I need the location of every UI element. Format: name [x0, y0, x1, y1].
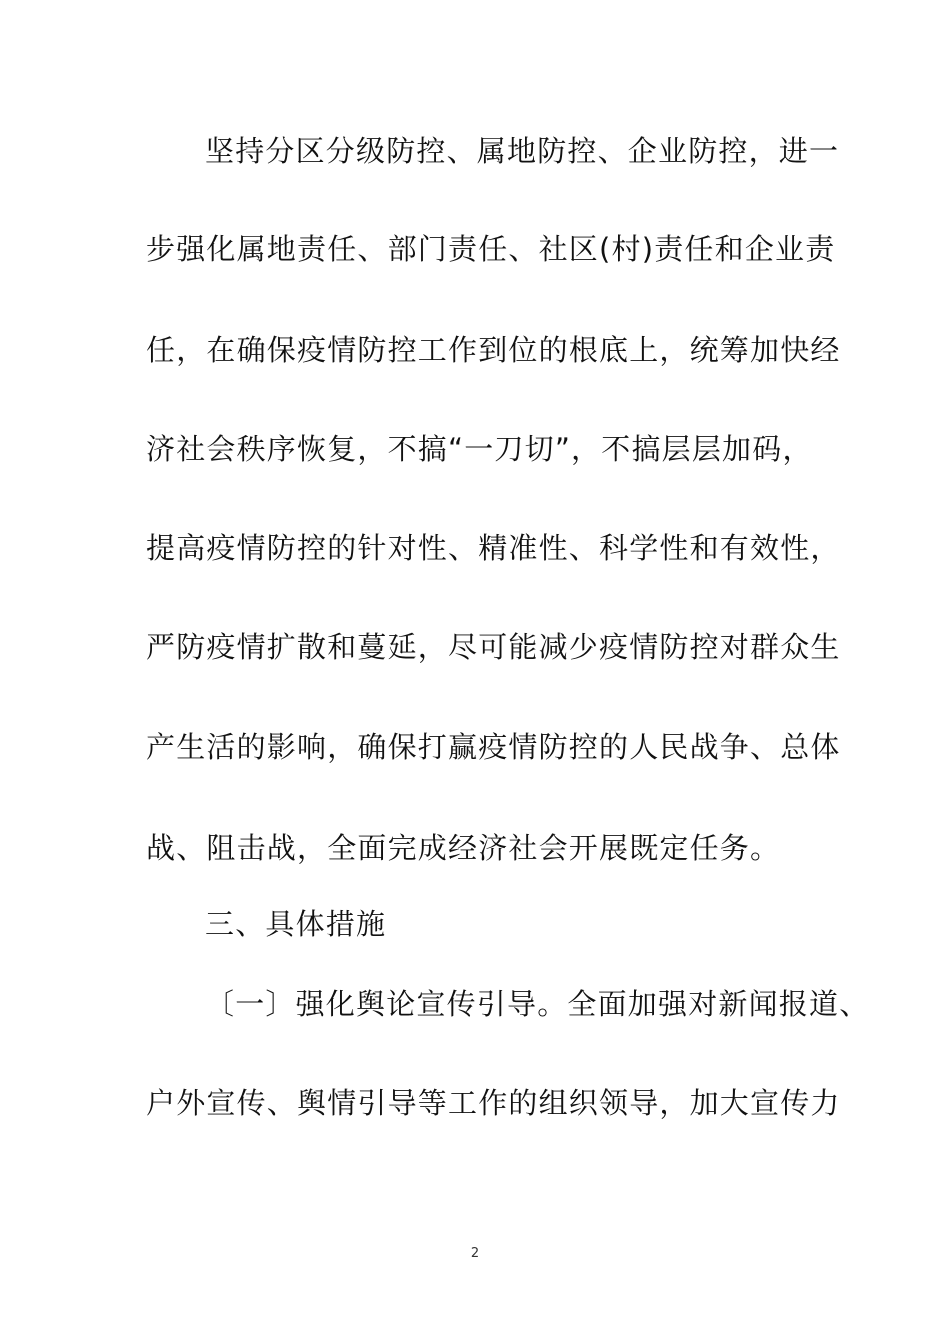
- paragraph-line-6: 严防疫情扩散和蔓延，尽可能减少疫情防控对群众生: [146, 630, 841, 664]
- paragraph-line-8: 战、阻击战，全面完成经济社会开展既定任务。: [146, 831, 781, 865]
- paragraph-line-9: 〔一〕强化舆论宣传引导。全面加强对新闻报道、: [205, 987, 870, 1021]
- paragraph-line-4: 济社会秩序恢复，不搞“一刀切”，不搞层层加码，: [146, 432, 813, 466]
- section-heading: 三、具体措施: [205, 907, 387, 941]
- paragraph-line-3: 任，在确保疫情防控工作到位的根底上，统筹加快经: [146, 333, 841, 367]
- paragraph-line-5: 提高疫情防控的针对性、精准性、科学性和有效性，: [146, 531, 841, 565]
- paragraph-line-1: 坚持分区分级防控、属地防控、企业防控，进一: [205, 134, 840, 168]
- paragraph-line-10: 户外宣传、舆情引导等工作的组织领导，加大宣传力: [146, 1086, 841, 1120]
- paragraph-line-2: 步强化属地责任、部门责任、社区(村)责任和企业责: [146, 232, 836, 266]
- page-number: 2: [470, 1246, 480, 1261]
- paragraph-line-7: 产生活的影响，确保打赢疫情防控的人民战争、总体: [146, 730, 841, 764]
